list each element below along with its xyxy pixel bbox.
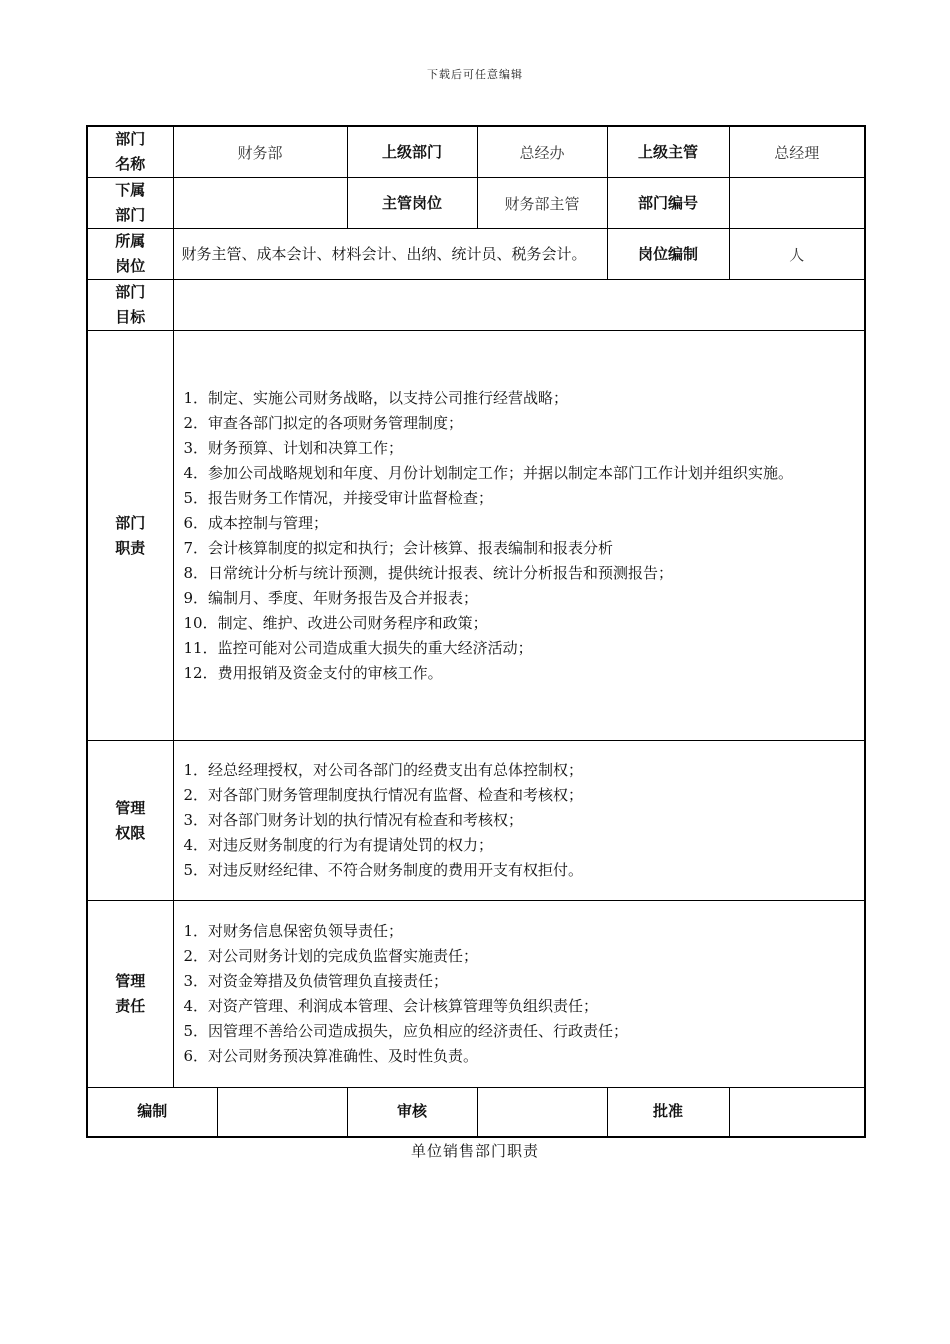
label-review: 审核	[347, 1088, 477, 1137]
duty-item: 5．报告财务工作情况，并接受审计监督检查；	[183, 488, 494, 507]
mgmt-responsibility-cell	[173, 901, 865, 1088]
label-mgmt-responsibility: 管理 责任	[87, 901, 173, 1088]
duty-item: 3．财务预算、计划和决算工作；	[183, 438, 404, 457]
value-dept-code[interactable]	[729, 178, 865, 229]
value-review[interactable]	[477, 1088, 607, 1137]
row-dept-duty	[87, 331, 865, 741]
label-superior-manager: 上级主管	[607, 126, 729, 178]
duty-item: 9．编制月、季度、年财务报告及合并报表；	[183, 588, 479, 607]
label-superior-dept: 上级部门	[347, 126, 477, 178]
label-dept-goal: 部门 目标	[87, 280, 173, 331]
responsibility-item: 1．对财务信息保密负领导责任；	[183, 922, 404, 940]
row-signoff	[87, 1088, 865, 1137]
value-sub-dept[interactable]	[173, 178, 347, 229]
label-manager-post: 主管岗位	[347, 178, 477, 229]
duty-item: 8．日常统计分析与统计预测，提供统计报表、统计分析报告和预测报告；	[183, 563, 674, 582]
responsibility-list	[184, 919, 859, 1069]
label-mgmt-authority: 管理 权限	[87, 741, 173, 901]
duty-item: 1．制定、实施公司财务战略，以支持公司推行经营战略；	[183, 388, 569, 407]
department-duty-table	[86, 125, 866, 1138]
value-prepare[interactable]	[217, 1088, 347, 1137]
footer-title: 单位销售部门职责	[410, 1142, 539, 1160]
authority-item: 5．对违反财经纪律、不符合财务制度的费用开支有权拒付。	[183, 861, 584, 879]
row-dept-goal	[87, 280, 865, 331]
responsibility-item: 6．对公司财务预决算准确性、及时性负责。	[183, 1047, 479, 1065]
duty-item: 12．费用报销及资金支付的审核工作。	[183, 663, 443, 682]
label-headcount: 岗位编制	[607, 229, 729, 280]
row-mgmt-authority	[87, 741, 865, 901]
duty-item: 4．参加公司战略规划和年度、月份计划制定工作；并据以制定本部门工作计划并组织实施。	[183, 463, 794, 482]
mgmt-authority-cell	[173, 741, 865, 901]
label-dept-code: 部门编号	[607, 178, 729, 229]
authority-list	[184, 758, 859, 883]
responsibility-item: 2．对公司财务计划的完成负监督实施责任；	[183, 947, 479, 965]
value-dept-goal[interactable]	[173, 280, 865, 331]
duty-item: 7．会计核算制度的拟定和执行；会计核算、报表编制和报表分析	[183, 538, 614, 557]
authority-item: 3．对各部门财务计划的执行情况有检查和考核权；	[183, 811, 524, 829]
duty-item: 6．成本控制与管理；	[183, 513, 329, 532]
value-superior-dept[interactable]: 总经办	[477, 126, 607, 178]
duty-item: 2．审查各部门拟定的各项财务管理制度；	[183, 413, 464, 432]
row-mgmt-responsibility	[87, 901, 865, 1088]
value-dept-name[interactable]: 财务部	[173, 126, 347, 178]
value-belong-posts[interactable]: 财务主管、成本会计、材料会计、出纳、统计员、税务会计。	[173, 229, 607, 280]
row-sub-dept	[87, 178, 865, 229]
value-headcount[interactable]: 人	[729, 229, 865, 280]
authority-item: 4．对违反财务制度的行为有提请处罚的权力；	[183, 836, 494, 854]
responsibility-item: 5．因管理不善给公司造成损失，应负相应的经济责任、行政责任；	[183, 1022, 629, 1040]
value-manager-post[interactable]: 财务部主管	[477, 178, 607, 229]
duty-item: 11．监控可能对公司造成重大损失的重大经济活动；	[183, 638, 533, 657]
responsibility-item: 3．对资金筹措及负债管理负直接责任；	[183, 972, 449, 990]
label-belong-posts: 所属 岗位	[87, 229, 173, 280]
authority-item: 2．对各部门财务管理制度执行情况有监督、检查和考核权；	[183, 786, 584, 804]
duty-item: 10．制定、维护、改进公司财务程序和政策；	[183, 613, 488, 632]
label-dept-name: 部门 名称	[87, 126, 173, 178]
duty-list	[184, 386, 859, 686]
row-belong-posts	[87, 229, 865, 280]
dept-duty-cell	[173, 331, 865, 741]
header-note: 下载后可任意编辑	[427, 68, 523, 81]
label-prepare: 编制	[87, 1088, 217, 1137]
value-approve[interactable]	[729, 1088, 865, 1137]
label-approve: 批准	[607, 1088, 729, 1137]
row-dept-name	[87, 126, 865, 178]
value-superior-manager[interactable]: 总经理	[729, 126, 865, 178]
authority-item: 1．经总经理授权，对公司各部门的经费支出有总体控制权；	[183, 761, 584, 779]
label-dept-duty: 部门 职责	[87, 331, 173, 741]
responsibility-item: 4．对资产管理、利润成本管理、会计核算管理等负组织责任；	[183, 997, 599, 1015]
label-sub-dept: 下属 部门	[87, 178, 173, 229]
